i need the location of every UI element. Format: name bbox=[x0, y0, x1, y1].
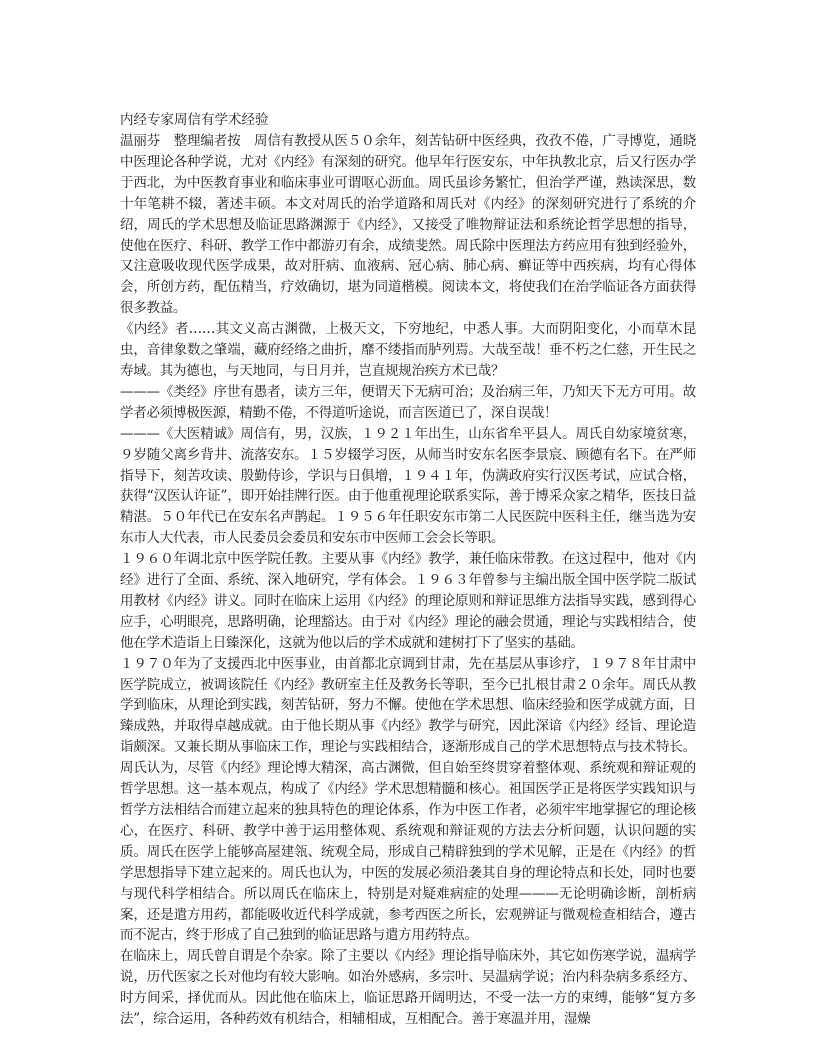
paragraph-leijing-quote: ———《类经》序世有愚者，读方三年，便谓天下无病可治；及治病三年，乃知天下无方可用。故学者必须博极医源，精勤不倦，不得道听途说，而言医道已了，深自误哉！ bbox=[120, 383, 696, 421]
paragraph-beijing-years: １９６０年调北京中医学院任教。主要从事《内经》教学，兼任临床带教。在这过程中，他对《内经》进行了全面、系统、深入地研究，学有体会。１９６３年曾参与主编出版全国中医学院二版试用教材《内经》讲义。同时在临床上运用《内经》的理论原则和辩证思维方法指导实践，感到得心应手，心明眼亮，思路明确，论理豁达。由于对《内经》理论的融会贯通，理论与实践相结合，使他在学术造诣上日臻深化，这就为他以后的学术成就和建树打下了坚实的基础。 bbox=[120, 551, 696, 651]
paragraph-clinical-practice: 在临床上，周氏曾自谓是个杂家。除了主要以《内经》理论指导临床外，其它如伤寒学说，温病学说，历代医家之长对他均有较大影响。如治外感病，多宗叶、吴温病学说；治内科杂病多系经方、时方间采，择优而从。因此他在临床上，临证思路开阔明达，不受一法一方的束缚，能够“复方多法”，综合运用，各种药效有机结合，相辅相成，互相配合。善于寒温并用，湿燥 bbox=[120, 948, 696, 1028]
document-page bbox=[120, 110, 696, 1030]
paragraph-gansu-years: １９７０年为了支援西北中医事业，由首都北京调到甘肃，先在基层从事诊疗，１９７８年甘肃中医学院成立，被调该院任《内经》教研室主任及教务长等职，至今已扎根甘肃２０余年。周氏从教学到临床，从理论到实践，刻苦钻研，努力不懈。使他在学术思想、临床经验和医学成就方面，日臻成熟，并取得卓越成就。由于他长期从事《内经》教学与研究，因此深谙《内经》经旨、理论造诣颇深。又兼长期从事临床工作，理论与实践相结合，逐渐形成自己的学术思想特点与技术特长。周氏认为，尽管《内经》理论博大精深，高古渊微，但自始至终贯穿着整体观、系统观和辩证观的哲学思想。这一基本观点，构成了《内经》学术思想精髓和核心。祖国医学正是将医学实践知识与哲学方法相结合而建立起来的独具特色的理论体系，作为中医工作者，必须牢牢地掌握它的理论核心，在医疗、科研、教学中善于运用整体观、系统观和辩证观的方法去分析问题，认识问题的实质。周氏在医学上能够高屋建瓴、统观全局，形成自己精辟独到的学术见解，正是在《内经》的哲学思想指导下建立起来的。周氏也认为，中医的发展必须沿袭其自身的理论特点和长处，同时也要与现代科学相结合。所以周氏在临床上，特别是对疑难病症的处理———无论明确诊断，剖析病案，还是遣方用药，都能吸收近代科学成就，参考西医之所长，宏观辨证与微观检查相结合，遵古而不泥古，终于形成了自己独到的临证思路与遣方用药特点。 bbox=[120, 655, 696, 944]
document-title: 内经专家周信有学术经验 bbox=[120, 112, 269, 128]
paragraph-biography: ———《大医精诚》周信有，男，汉族，１９２１年出生，山东省牟平县人。周氏自幼家境贫寒，９岁随父离乡背井、流落安东。１５岁辍学习医，从师当时安东名医李景宸、顾德有名下。在严师指导下，刻苦攻读、殷勤侍诊，学识与日俱增，１９４１年，伪满政府实行汉医考试，应试合格，获得“汉医认许证”，即开始挂牌行医。由于他重视理论联系实际，善于博采众家之精华，医技日益精湛。５０年代已在安东名声鹊起。１９５６年任职安东市第二人民医院中医科主任，继当选为安东市人大代表，市人民委员会委员和安东市中医师工会会长等职。 bbox=[120, 425, 696, 547]
paragraph-neijing-quote: 《内经》者……其文义高古渊微，上极天文，下穷地纪，中悉人事。大而阴阳变化，小而草木昆虫，音律象数之肇端，藏府经络之曲折，靡不缕指而胪列焉。大哉至哉！垂不朽之仁慈，开生民之寿域。其为德也，与天地同，与日月并，岂直规规治疾方术已哉？ bbox=[120, 321, 696, 379]
paragraph-editor-note: 温丽芬 整理编者按 周信有教授从医５０余年，刻苦钻研中医经典，孜孜不倦，广寻博览，通晓中医理论各种学说，尤对《内经》有深刻的研究。他早年行医安东，中年执教北京，后又行医办学于西北，为中医教育事业和临床事业可谓呕心沥血。周氏虽诊务繁忙，但治学严谨，熟读深思，数十年笔耕不辍，著述丰硕。本文对周氏的治学道路和周氏对《内经》的深刻研究进行了系统的介绍，周氏的学术思想及临证思路渊源于《内经》，又接受了唯物辩证法和系统论哲学思想的指导，使他在医疗、科研、教学工作中都游刃有余，成绩斐然。周氏除中医理法方药应用有独到经验外，又注意吸收现代医学成果，故对肝病、血液病、冠心病、肺心病、癣证等中西疾病，均有心得体会，所创方药，配伍精当，疗效确切，堪为同道楷模。阅读本文，将使我们在治学临证各方面获得很多教益。 bbox=[120, 133, 696, 317]
